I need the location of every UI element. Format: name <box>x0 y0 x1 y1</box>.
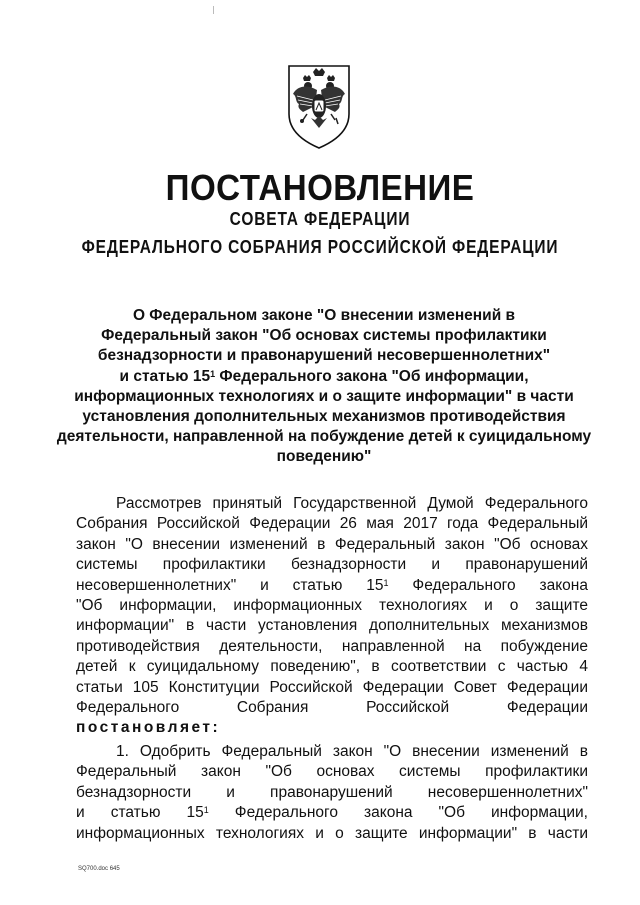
article-superscript: 1 <box>203 805 209 816</box>
heading-line: установления дополнительных механизмов противодействия <box>82 408 566 426</box>
file-reference: SQ700.doc 645 <box>78 866 120 872</box>
document-title: ПОСТАНОВЛЕНИЕ <box>165 167 475 208</box>
body-line: статьи 105 Конституции Российской Федерации Совет Федерации <box>76 678 588 696</box>
heading-line: безнадзорности и правонарушений несовершеннолетних" <box>97 347 551 365</box>
item-text: и статью 15 <box>76 804 204 822</box>
item-line: информационных технологиях и о защите информации" в части <box>76 824 588 842</box>
article-superscript: 1 <box>210 368 216 379</box>
body-line: закон "О внесении изменений в Федеральный закон "Об основах <box>76 535 588 553</box>
body-line: противодействия деятельности, направленной на побуждение <box>76 637 588 655</box>
heading-line: деятельности, направленной на побуждение детей к суицидальному <box>56 428 592 446</box>
resolution-item-1 <box>76 742 588 844</box>
item-text: Федерального закона "Об информации, <box>208 804 588 822</box>
body-text: несовершеннолетних" и статью 15 <box>76 576 384 594</box>
body-line <box>76 576 588 596</box>
heading-line: О Федеральном законе "О внесении изменений в <box>132 307 516 324</box>
body-line: Федерального Собрания Российской Федерации <box>76 698 588 716</box>
body-line: информации" в части установления дополнительных механизмов <box>76 617 588 635</box>
preamble-paragraph <box>76 494 588 739</box>
heading-text: и статью 15 <box>119 367 211 385</box>
item-line: безнадзорности и правонарушений несовершеннолетних" <box>76 783 588 801</box>
heading-line: информационных технологиях и о защите информации" в части <box>74 387 574 405</box>
scan-mark <box>213 6 214 14</box>
item-line: Федеральный закон "Об основах системы профилактики <box>76 763 588 781</box>
decree-verb <box>76 718 588 738</box>
item-line <box>76 803 588 823</box>
issuer-line-1: СОВЕТА ФЕДЕРАЦИИ <box>229 209 411 229</box>
body-line: "Об информации, информационных технологиях и о защите <box>76 596 588 614</box>
resolution-heading <box>40 306 608 468</box>
body-line: детей к суицидальному поведению", в соответствии с частью 4 <box>76 658 588 676</box>
heading-line <box>40 367 608 387</box>
heading-line: Федеральный закон "Об основах системы профилактики <box>101 327 547 345</box>
body-line: Собрания Российской Федерации 26 мая 2017 года Федеральный <box>76 515 588 533</box>
item-line: 1. Одобрить Федеральный закон "О внесении изменений в <box>116 743 588 760</box>
article-superscript: 1 <box>383 577 389 588</box>
body-text: Федерального закона <box>388 576 588 594</box>
body-line: Рассмотрев принятый Государственной Думой Федерального <box>116 495 588 512</box>
heading-text: Федерального закона "Об информации, <box>215 367 529 385</box>
heading-line: поведению" <box>276 448 372 466</box>
issuer-line-2: ФЕДЕРАЛЬНОГО СОБРАНИЯ РОССИЙСКОЙ ФЕДЕРАЦИИ <box>81 237 559 257</box>
decree-verb-text: постановляет: <box>76 719 221 737</box>
body-line: системы профилактики безнадзорности и правонарушений <box>76 556 588 574</box>
coat-of-arms-emblem-icon <box>283 62 355 150</box>
